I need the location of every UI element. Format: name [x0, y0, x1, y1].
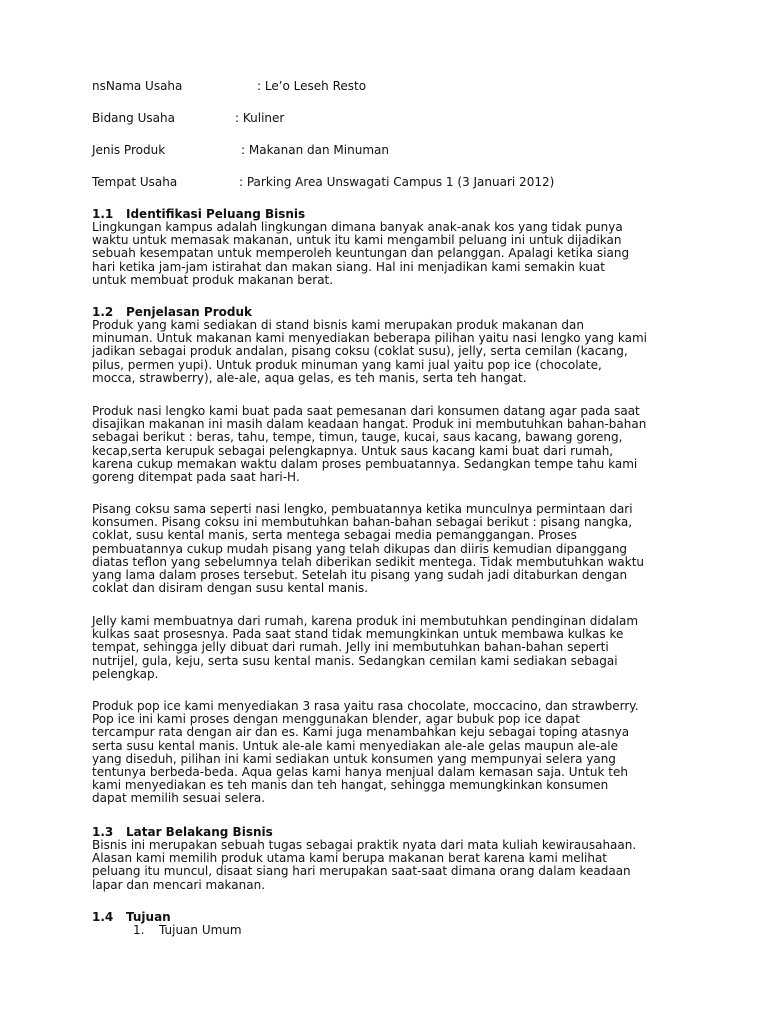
info-value: : Makanan dan Minuman: [241, 143, 389, 157]
text-line: sebuah kesempatan untuk memperoleh keuntungan dan pelanggan. Apalagi ketika siang: [92, 246, 630, 261]
section-heading: [92, 910, 682, 924]
text-line: yang diseduh, pilihan ini kami sediakan untuk konsumen yang mempunyai selera yang: [92, 751, 616, 766]
paragraph-pisang-coksu: [92, 503, 682, 595]
info-value: : Parking Area Unswagati Campus 1 (3 Januari 2012): [239, 175, 555, 189]
text-line: coklat, susu kental manis, serta mentega sebagai media pemanggangan. Proses: [92, 528, 577, 543]
text-line: Pisang coksu sama seperti nasi lengko, pembuatannya ketika munculnya permintaan dari: [92, 502, 633, 516]
info-label: Jenis Produk: [92, 143, 166, 157]
text-line: pelengkap.: [92, 666, 159, 681]
section-number: 1.3: [92, 825, 114, 839]
text-line: diatas teflon yang sebelumnya telah diberikan sedikit mentega. Tidak membutuhkan waktu: [92, 554, 645, 569]
info-label: Tempat Usaha: [92, 175, 178, 189]
paragraph: [92, 319, 682, 385]
paragraph-jelly: [92, 615, 682, 681]
text-line: kulkas saat prosesnya. Pada saat stand tidak memungkinkan untuk membawa kulkas ke: [92, 627, 624, 642]
text-line: untuk membuat produk makanan berat.: [92, 272, 334, 287]
text-line: karena cukup memakan waktu dalam proses pembuatannya. Sedangkan tempe tahu kami: [92, 456, 638, 471]
text-line: serta susu kental manis. Untuk ale-ale kami menyediakan ale-ale gelas maupun ale-ale: [92, 738, 619, 753]
section-identifikasi-peluang: [92, 207, 682, 287]
text-line: dapat memilih sesuai selera.: [92, 791, 266, 806]
section-number: 1.4: [92, 910, 114, 924]
info-value: : Le’o Leseh Resto: [257, 79, 367, 93]
text-line: disajikan makanan ini masih dalam keadaan hangat. Produk ini membutuhkan bahan-bahan: [92, 417, 647, 432]
text-line: minuman. Untuk makanan kami menyediakan beberapa pilihan yaitu nasi lengko yang kami: [92, 331, 647, 346]
text-line: Bisnis ini merupakan sebuah tugas sebagai praktik nyata dari mata kuliah kewirausahaan.: [92, 838, 637, 852]
section-title: Identifikasi Peluang Bisnis: [126, 207, 306, 221]
info-row-tempat-usaha: [92, 174, 682, 190]
text-line: Jelly kami membuatnya dari rumah, karena produk ini membutuhkan pendinginan didalam: [92, 614, 639, 628]
text-line: pilus, permen yupi). Untuk produk minuman yang kami jual yaitu pop ice (chocolate,: [92, 357, 602, 372]
info-label: Bidang Usaha: [92, 111, 175, 125]
text-line: coklat dan disiram dengan susu kental manis.: [92, 581, 369, 596]
section-latar-belakang: [92, 825, 682, 892]
text-line: goreng ditempat pada saat hari-H.: [92, 470, 300, 485]
text-line: waktu untuk memasak makanan, untuk itu kami mengambil peluang ini untuk dijadikan: [92, 233, 622, 248]
section-heading: [92, 825, 682, 839]
paragraph-pop-ice: [92, 700, 682, 806]
paragraph: [92, 503, 682, 595]
section-tujuan: [92, 910, 682, 924]
text-line: Produk yang kami sediakan di stand bisnis kami merupakan produk makanan dan: [92, 318, 584, 332]
info-label: nsNama Usaha: [92, 79, 183, 93]
section-title: Penjelasan Produk: [126, 305, 252, 319]
text-line: lapar dan mencari makanan.: [92, 877, 266, 892]
paragraph: [92, 700, 682, 806]
info-row-bidang-usaha: [92, 110, 682, 126]
info-row-jenis-produk: [92, 142, 682, 158]
list-label: Tujuan Umum: [159, 923, 242, 937]
text-line: hari ketika jam-jam istirahat dan makan siang. Hal ini menjadikan kami semakin kuat: [92, 259, 605, 274]
info-row-nama-usaha: [92, 78, 682, 94]
text-line: kecap,serta kerupuk sebagai pelengkapnya. Untuk saus kacang kami buat dari rumah,: [92, 443, 614, 458]
info-value: : Kuliner: [235, 111, 285, 125]
section-number: 1.2: [92, 305, 114, 319]
text-line: nutrijel, gula, keju, serta susu kental manis. Sedangkan cemilan kami sediakan sebagai: [92, 653, 618, 668]
text-line: sebagai berikut : beras, tahu, tempe, timun, tauge, kucai, saus kacang, bawang goreng,: [92, 430, 623, 445]
list-number: 1.: [133, 923, 145, 937]
text-line: Produk pop ice kami menyediakan 3 rasa yaitu rasa chocolate, moccacino, dan strawberry.: [92, 699, 639, 713]
text-line: tercampur rata dengan air dan es. Kami juga menambahkan keju sebagai toping atasnya: [92, 725, 630, 740]
text-line: kami menyediakan es teh manis dan teh hangat, sehingga memungkinkan konsumen: [92, 778, 609, 793]
text-line: jadikan sebagai produk andalan, pisang coksu (coklat susu), jelly, serta cemilan (kacang,: [92, 344, 628, 359]
text-line: peluang itu muncul, disaat siang hari merupakan saat-saat dimana orang dalam keadaan: [92, 864, 631, 879]
text-line: yang lama dalam proses tersebut. Setelah itu pisang yang sudah jadi ditaburkan dengan: [92, 568, 628, 583]
list-item: [133, 923, 242, 937]
section-title: Tujuan: [126, 910, 171, 924]
paragraph-nasi-lengko: [92, 405, 682, 484]
paragraph: [92, 615, 682, 681]
section-heading: [92, 305, 682, 319]
text-line: tentunya berbeda-beda. Aqua gelas kami hanya menjual dalam kemasan saja. Untuk teh: [92, 765, 628, 780]
text-line: Alasan kami memilih produk utama kami berupa makanan berat karena kami melihat: [92, 851, 607, 866]
text-line: Produk nasi lengko kami buat pada saat pemesanan dari konsumen datang agar pada saat: [92, 404, 640, 418]
paragraph: [92, 221, 682, 287]
text-line: konsumen. Pisang coksu ini membutuhkan bahan-bahan sebagai berikut : pisang nangka,: [92, 515, 633, 530]
section-title: Latar Belakang Bisnis: [126, 825, 273, 839]
text-line: tempat, sehingga jelly dibuat dari rumah. Jelly ini membutuhkan bahan-bahan seperti: [92, 640, 609, 655]
text-line: mocca, strawberry), ale-ale, aqua gelas, es teh manis, serta teh hangat.: [92, 370, 527, 385]
text-line: Pop ice ini kami proses dengan menggunakan blender, agar bubuk pop ice dapat: [92, 712, 580, 727]
section-penjelasan-produk: [92, 305, 682, 385]
section-heading: [92, 207, 682, 221]
text-line: Lingkungan kampus adalah lingkungan dimana banyak anak-anak kos yang tidak punya: [92, 220, 623, 234]
text-line: pembuatannya cukup mudah pisang yang telah dikupas dan diiris kemudian dipanggang: [92, 541, 628, 556]
section-number: 1.1: [92, 207, 114, 221]
paragraph: [92, 839, 682, 892]
paragraph: [92, 405, 682, 484]
